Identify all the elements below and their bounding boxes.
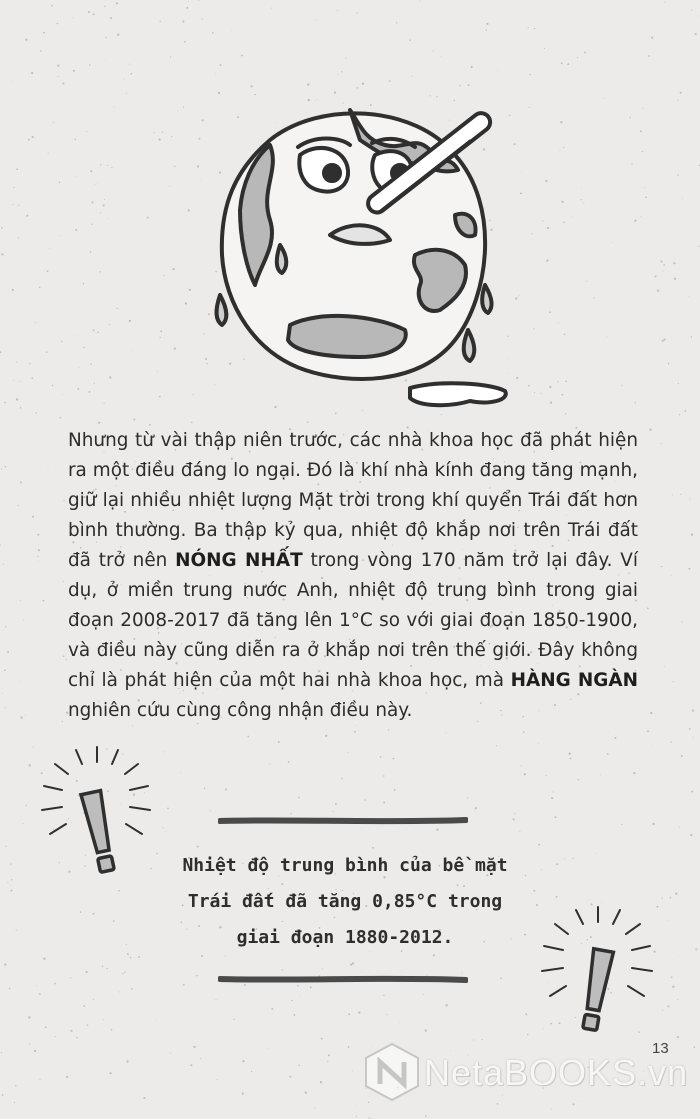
body-text-segment: trong vòng 170 năm trở lại đây. Ví dụ, ở miền trung nước Anh, nhiệt độ trung bình trong giai đoạn 2008-2017 đã tăng lên 1°C so với giai đoạn 1850-1900, và điều này cũng diễn ra ở khắp nơi trên thế giới. Đây không chỉ là phát hiện của một hai nhà khoa học, mà [68,550,638,691]
page-number: 13 [652,1040,669,1057]
fact-line-3: giai đoạn 1880-2012. [236,927,454,948]
emphasis-text: NÓNG NHẤT [175,550,303,571]
body-text-segment: Nhưng từ vài thập niên trước, các nhà khoa học đã phát hiện ra một điều đáng lo ngại. Đó là khí nhà kính đang tăng mạnh, giữ lại nhiều nhiệt lượng Mặt trời trong khí quyển Trái đất hơn bình thường. Ba thập kỷ qua, nhiệt độ khắp nơi trên Trái đất đã trở nên [68,430,638,571]
body-text-segment: nghiên cứu cùng công nhận điều này. [68,700,413,721]
exclamation-burst-icon [528,902,668,1042]
divider-top [218,816,468,826]
body-paragraph [68,426,638,726]
divider-bottom [218,974,468,984]
watermark [362,1040,692,1104]
fact-callout [175,848,515,956]
watermark-text: NetaBOOKS.vn [424,1052,689,1093]
emphasis-text: HÀNG NGÀN [510,670,638,691]
netabooks-logo-icon [362,1040,422,1104]
fact-line-1: Nhiệt độ trung bình của bề mặt [182,855,508,876]
exclamation-burst-icon [30,742,165,882]
fact-line-2: Trái đất đã tăng 0,85°C trong [187,891,503,912]
sick-earth-illustration [200,95,520,420]
melting-earth-icon [216,110,505,406]
